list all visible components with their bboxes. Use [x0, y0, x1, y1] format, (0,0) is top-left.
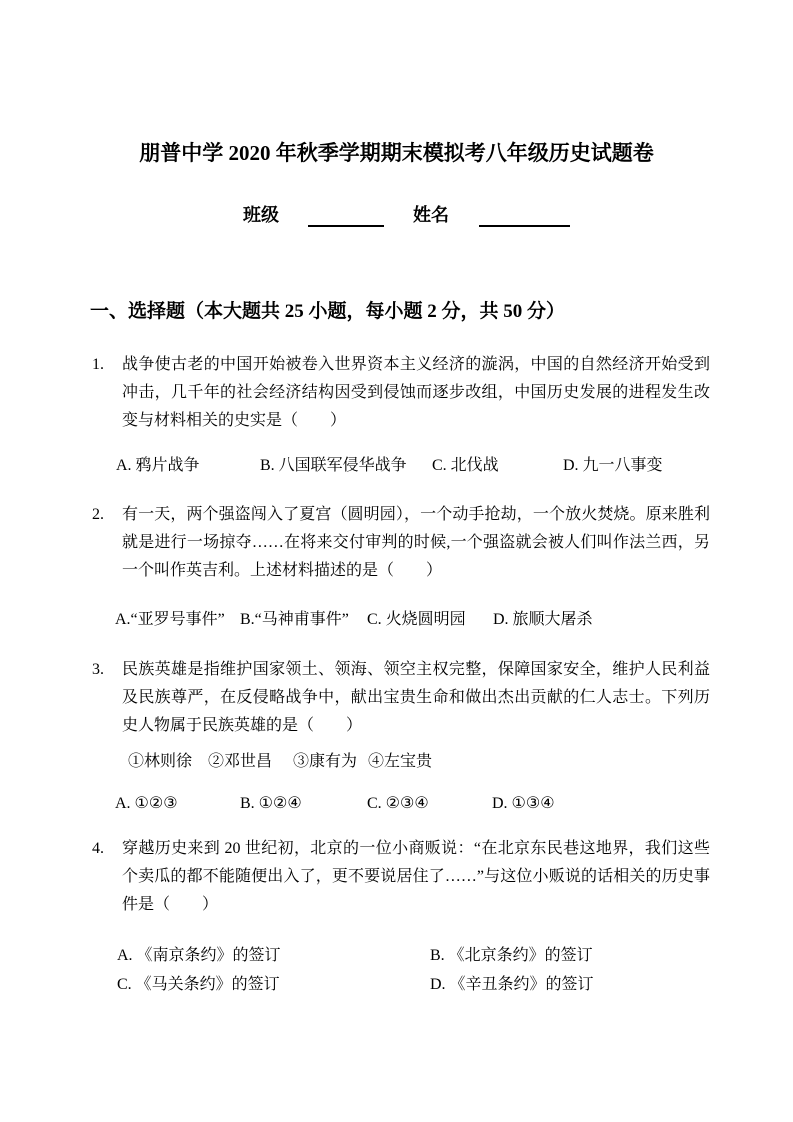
page-title: 朋普中学 2020 年秋季学期期末模拟考八年级历史试题卷 — [139, 141, 654, 165]
question-4 — [92, 835, 710, 919]
class-label: 班级 — [243, 205, 279, 225]
student-info-line — [0, 201, 793, 233]
question-2-option-d: D. 旅顺大屠杀 — [493, 611, 593, 628]
question-3-options — [0, 790, 793, 818]
question-4-option-d: D. 《辛丑条约》的签订 — [430, 976, 594, 993]
question-2-option-b: B.“马神甫事件” — [240, 611, 349, 628]
question-1-text: 战争使古老的中国开始被卷入世界资本主义经济的漩涡，中国的自然经济开始受到冲击，几千年的社会经济结构因受到侵蚀而逐步改组，中国历史发展的进程发生改变与材料相关的史实是（ ） — [122, 356, 710, 429]
question-4-options-row-1 — [0, 942, 793, 970]
question-3-sub-item-3: ③康有为 — [293, 753, 358, 770]
question-2-options — [0, 606, 793, 634]
question-2-number: 2. — [92, 506, 104, 523]
name-blank-field[interactable] — [479, 201, 570, 227]
question-3-sub-item-2: ②邓世昌 — [208, 753, 273, 770]
question-4-option-b: B. 《北京条约》的签订 — [430, 947, 593, 964]
question-4-option-a: A. 《南京条约》的签订 — [117, 947, 281, 964]
question-1-option-a: A. 鸦片战争 — [116, 457, 200, 474]
section-heading: 一、选择题（本大题共 25 小题，每小题 2 分，共 50 分） — [90, 301, 566, 322]
question-3-sub-items — [0, 748, 793, 776]
question-4-options-row-2 — [0, 971, 793, 999]
question-3-option-b: B. ①②④ — [240, 795, 302, 812]
name-label: 姓名 — [413, 205, 449, 225]
question-1-option-b: B. 八国联军侵华战争 — [260, 457, 407, 474]
question-3-sub-item-1: ①林则徐 — [128, 753, 193, 770]
question-1-number: 1. — [92, 356, 104, 373]
question-2-option-a: A.“亚罗号事件” — [115, 611, 225, 628]
question-1-option-d: D. 九一八事变 — [563, 457, 663, 474]
question-1 — [92, 351, 710, 435]
class-blank-field[interactable] — [308, 201, 384, 227]
question-4-text: 穿越历史来到 20 世纪初，北京的一位小商贩说：“在北京东民巷这地界，我们这些个卖瓜的都不能随便出入了，更不要说居住了……”与这位小贩说的话相关的历史事件是（ ） — [122, 840, 710, 913]
question-4-option-c: C. 《马关条约》的签订 — [117, 976, 280, 993]
question-2-option-c: C. 火烧圆明园 — [367, 611, 466, 628]
question-1-options — [0, 452, 793, 480]
question-3 — [92, 656, 710, 740]
question-3-sub-item-4: ④左宝贵 — [368, 753, 433, 770]
question-1-option-c: C. 北伐战 — [432, 457, 499, 474]
question-2-text: 有一天，两个强盗闯入了夏宫（圆明园），一个动手抢劫，一个放火焚烧。原来胜利就是进行一场掠夺……在将来交付审判的时候,一个强盗就会被人们叫作法兰西，另一个叫作英吉利。上述材料描述的是（ ） — [122, 506, 710, 579]
question-3-number: 3. — [92, 661, 104, 678]
question-4-number: 4. — [92, 840, 104, 857]
question-2 — [92, 501, 710, 585]
question-3-option-d: D. ①③④ — [492, 795, 555, 812]
question-3-option-a: A. ①②③ — [115, 795, 178, 812]
question-3-text: 民族英雄是指维护国家领土、领海、领空主权完整，保障国家安全，维护人民利益及民族尊严，在反侵略战争中，献出宝贵生命和做出杰出贡献的仁人志士。下列历史人物属于民族英雄的是（ ） — [122, 661, 710, 734]
question-3-option-c: C. ②③④ — [367, 795, 429, 812]
